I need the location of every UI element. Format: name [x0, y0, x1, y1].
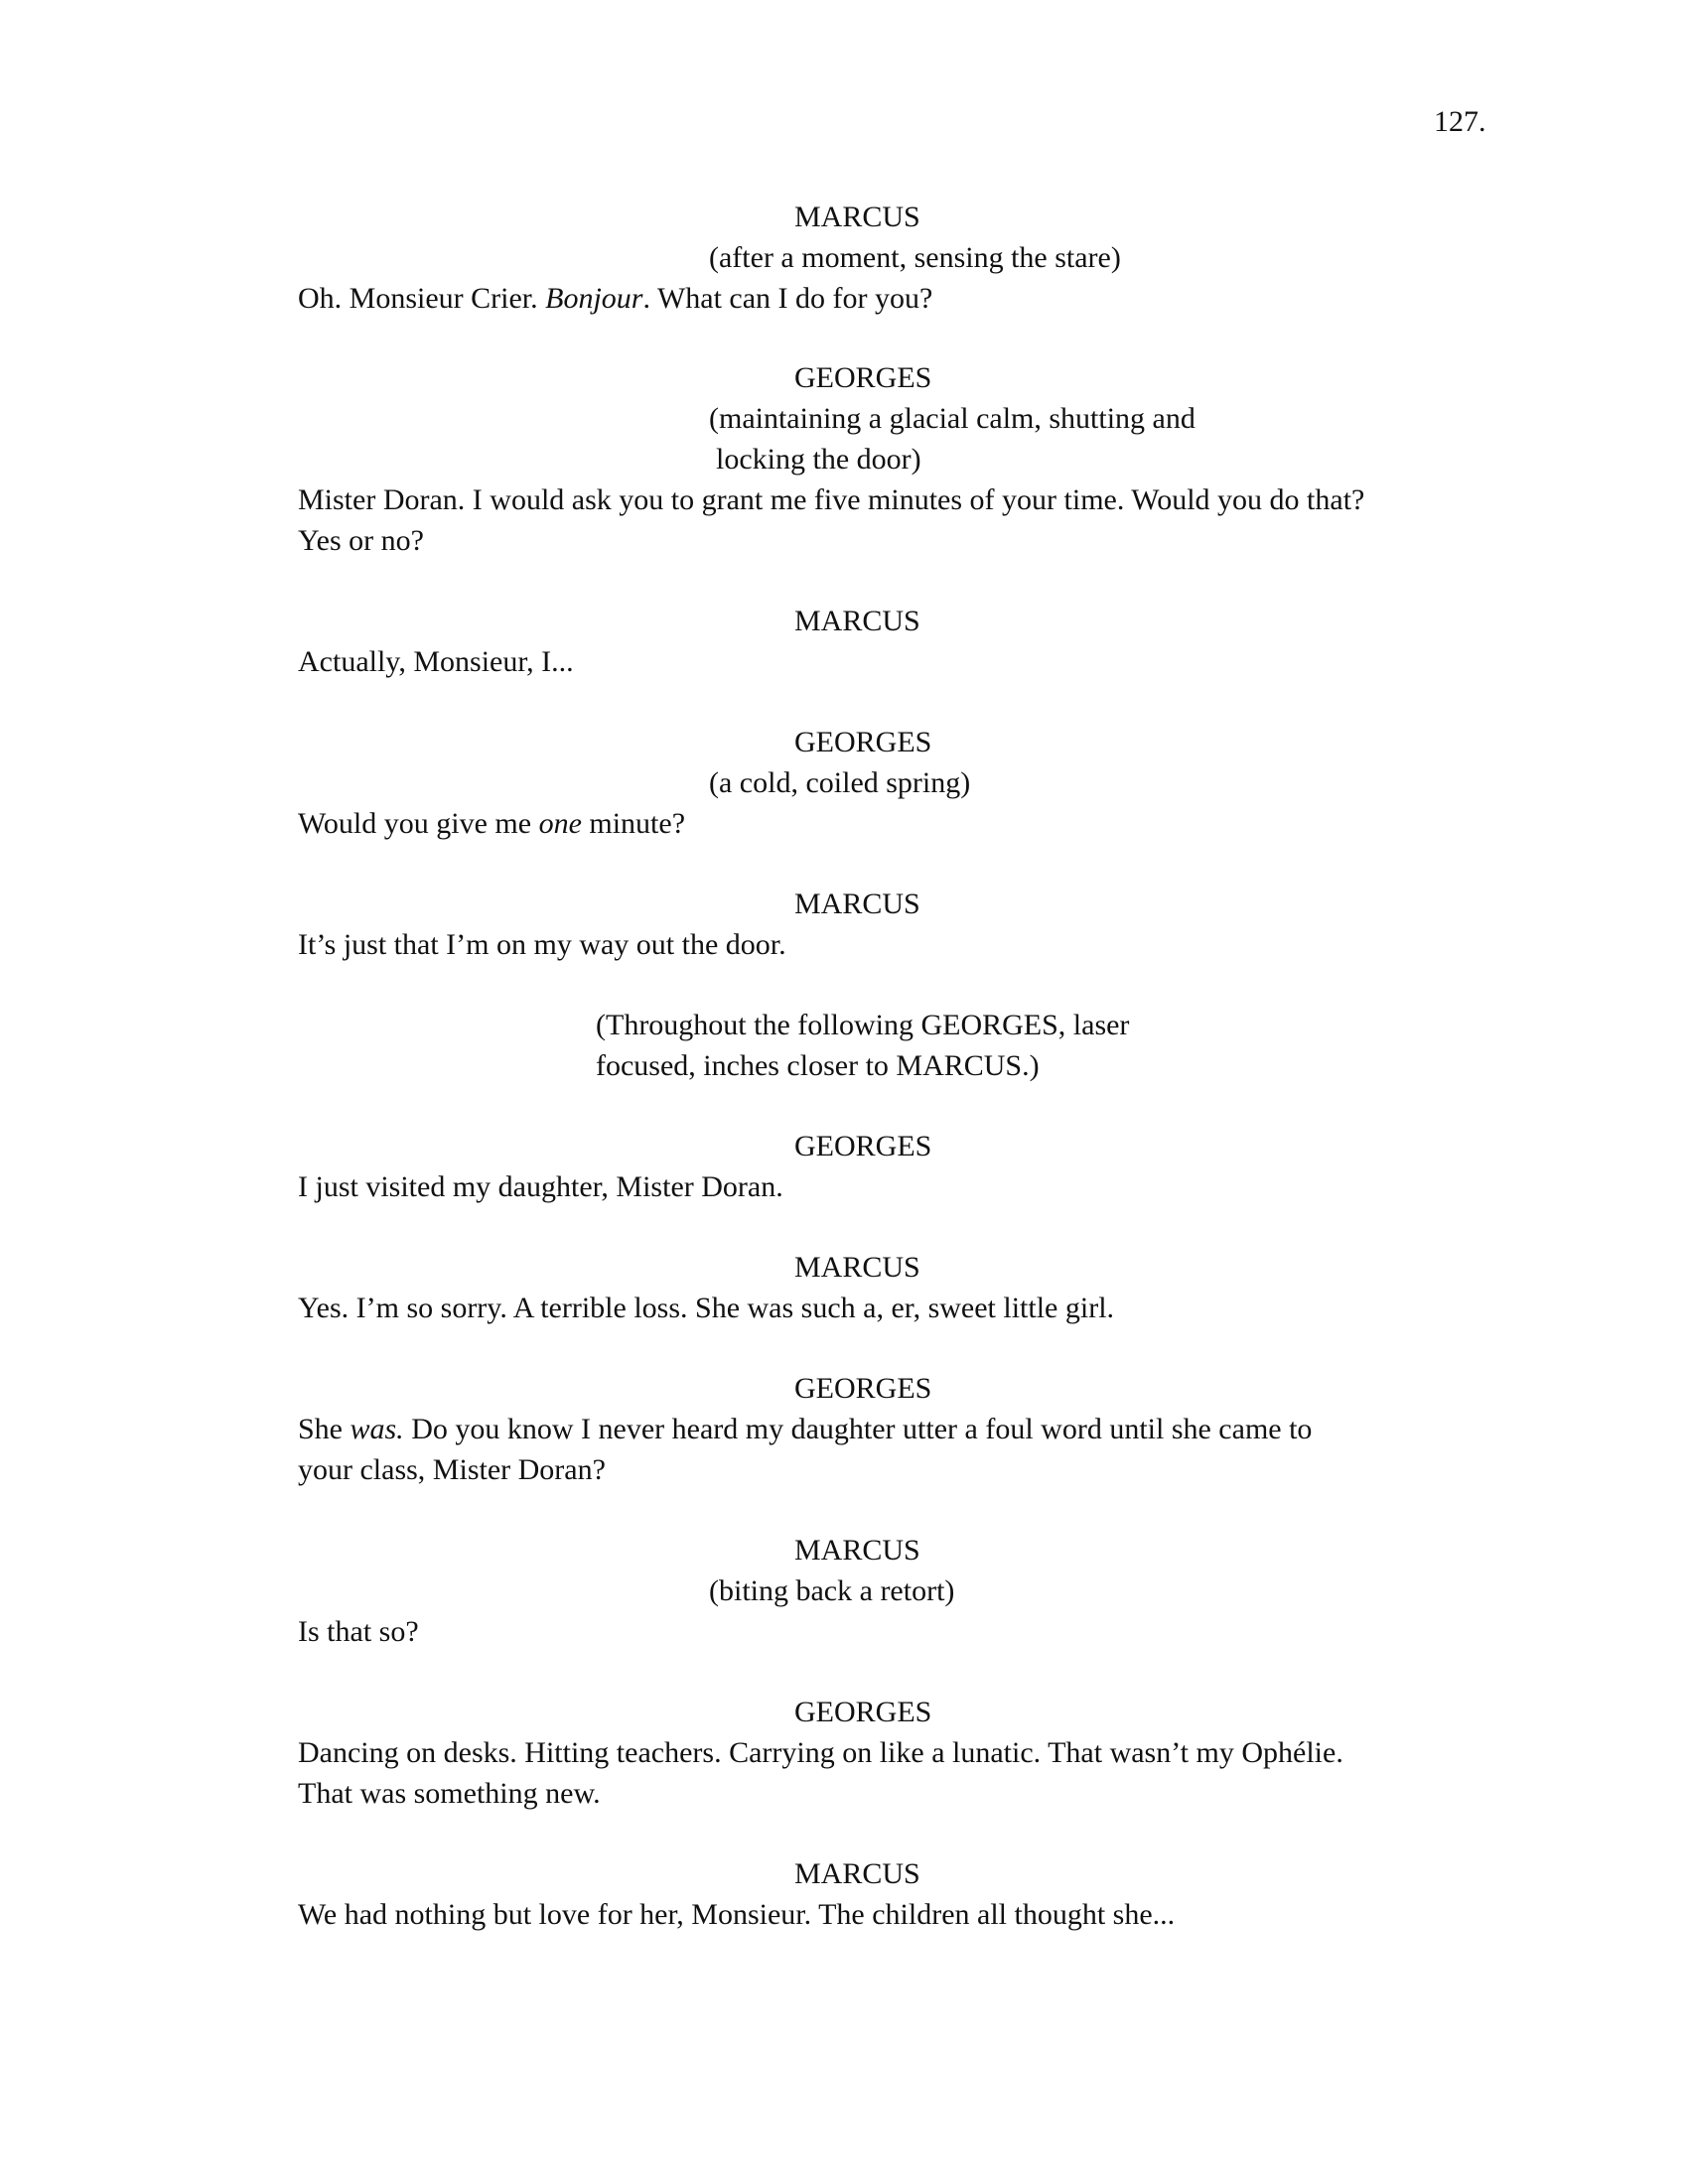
- dialogue-text: . What can I do for you?: [642, 282, 933, 315]
- character-name: MARCUS: [794, 1857, 920, 1890]
- dialogue-text: Would you give me: [298, 807, 539, 840]
- character-name: GEORGES: [794, 1130, 932, 1162]
- dialogue-text: minute?: [581, 807, 686, 840]
- dialogue-line: [298, 278, 932, 319]
- dialogue-line: Yes. I’m so sorry. A terrible loss. She was such a, er, sweet little girl.: [298, 1292, 1115, 1324]
- dialogue-italic: was.: [350, 1413, 404, 1445]
- dialogue-line: Actually, Monsieur, I...: [298, 645, 574, 678]
- stage-direction: (Throughout the following GEORGES, laser: [596, 1009, 1130, 1041]
- dialogue-text: She: [298, 1413, 351, 1445]
- character-name: MARCUS: [794, 1251, 920, 1284]
- character-name: MARCUS: [794, 1534, 920, 1567]
- dialogue-line: [298, 803, 685, 844]
- parenthetical: locking the door): [716, 443, 921, 476]
- dialogue-line: I just visited my daughter, Mister Doran.: [298, 1170, 783, 1203]
- dialogue-line: That was something new.: [298, 1777, 601, 1810]
- dialogue-line: We had nothing but love for her, Monsieur. The children all thought she...: [298, 1898, 1176, 1931]
- dialogue-text: Do you know I never heard my daughter utter a foul word until she came to: [403, 1413, 1313, 1445]
- dialogue-line: Is that so?: [298, 1615, 419, 1648]
- page-number: 127.: [1434, 105, 1486, 138]
- dialogue-italic: Bonjour: [545, 282, 643, 315]
- character-name: GEORGES: [794, 1696, 932, 1728]
- dialogue-line: [298, 1409, 1312, 1449]
- dialogue-line: Mister Doran. I would ask you to grant me five minutes of your time. Would you do that?: [298, 483, 1365, 516]
- dialogue-line: It’s just that I’m on my way out the door.: [298, 928, 786, 961]
- stage-direction: focused, inches closer to MARCUS.): [596, 1049, 1040, 1082]
- parenthetical: (maintaining a glacial calm, shutting and: [709, 402, 1196, 435]
- parenthetical: (biting back a retort): [709, 1574, 955, 1607]
- parenthetical: (a cold, coiled spring): [709, 766, 971, 799]
- character-name: GEORGES: [794, 726, 932, 758]
- parenthetical: (after a moment, sensing the stare): [709, 241, 1121, 274]
- character-name: GEORGES: [794, 361, 932, 394]
- dialogue-text: Oh. Monsieur Crier.: [298, 282, 546, 315]
- dialogue-line: Dancing on desks. Hitting teachers. Carrying on like a lunatic. That wasn’t my Ophélie.: [298, 1736, 1343, 1769]
- character-name: GEORGES: [794, 1372, 932, 1405]
- character-name: MARCUS: [794, 201, 920, 233]
- character-name: MARCUS: [794, 887, 920, 920]
- dialogue-line: your class, Mister Doran?: [298, 1453, 606, 1486]
- character-name: MARCUS: [794, 605, 920, 637]
- dialogue-line: Yes or no?: [298, 524, 424, 557]
- dialogue-italic: one: [538, 807, 582, 840]
